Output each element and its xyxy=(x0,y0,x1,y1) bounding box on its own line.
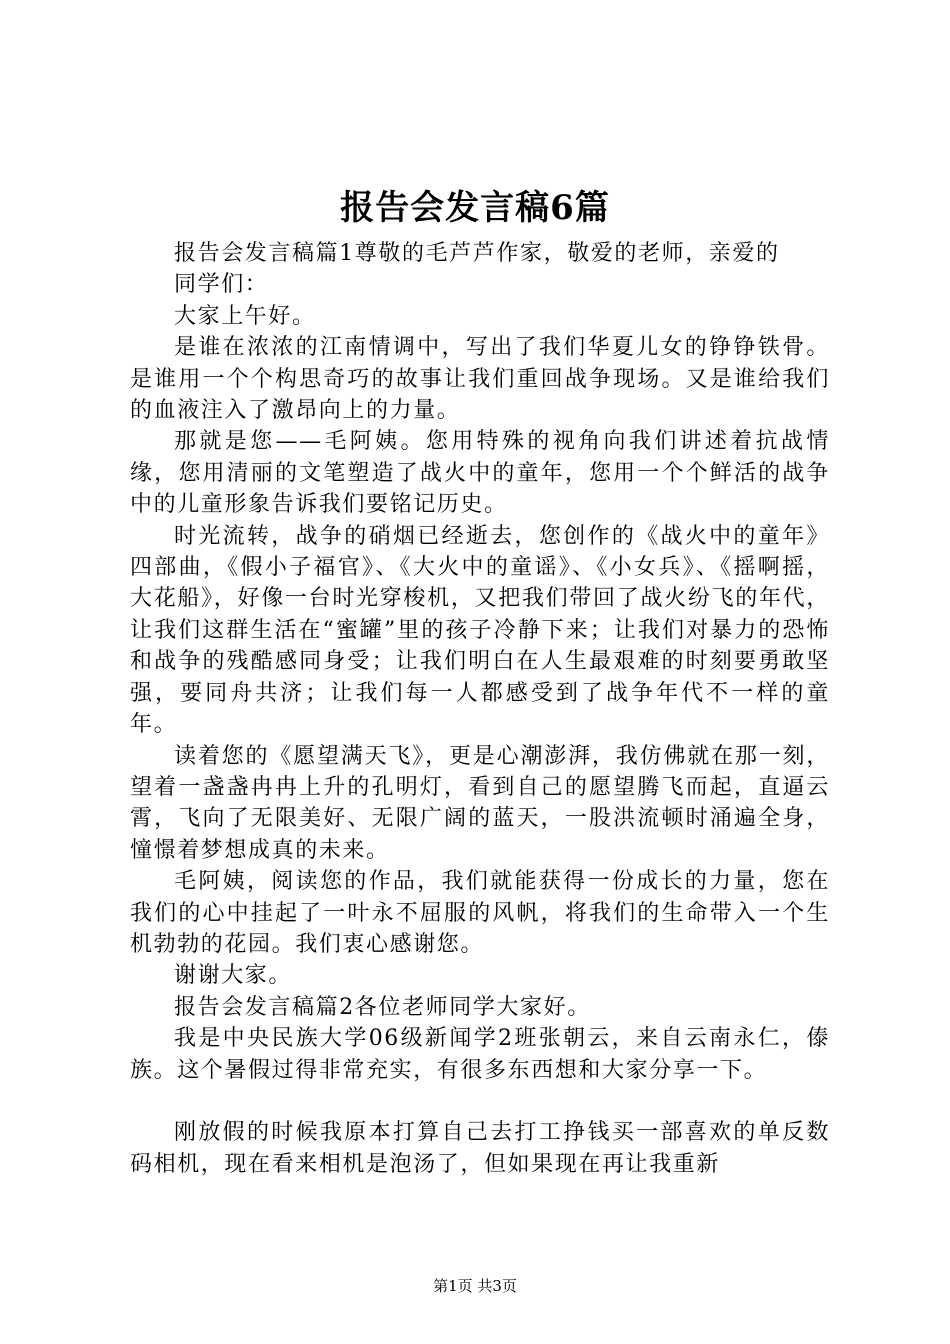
paragraph-7: 读着您的《愿望满天飞》，更是心潮澎湃，我仿佛就在那一刻，望着一盏盏冉冉上升的孔明灯，看到自己的愿望腾飞而起，直逼云霄，飞向了无限美好、无限广阔的蓝天，一股洪流顿时涌遍全身，憧憬着梦想成真的未来。 xyxy=(130,743,830,863)
document-title: 报告会发言稿6篇 xyxy=(340,188,610,228)
paragraph-5: 那就是您——毛阿姨。您用特殊的视角向我们讲述着抗战情缘，您用清丽的文笔塑造了战火中的童年，您用一个个鲜活的战争中的儿童形象告诉我们要铭记历史。 xyxy=(130,429,830,518)
paragraph-1: 报告会发言稿篇1尊敬的毛芦芦作家，敬爱的老师，亲爱的 xyxy=(174,241,780,266)
paragraph-10: 报告会发言稿篇2各位老师同学大家好。 xyxy=(174,994,591,1020)
paragraph-8: 毛阿姨，阅读您的作品，我们就能获得一份成长的力量，您在我们的心中挂起了一叶永不屈服的风帆，将我们的生命带入一个生机勃勃的花园。我们衷心感谢您。 xyxy=(130,869,830,957)
paragraph-11: 我是中央民族大学06级新闻学2班张朝云，来自云南永仁，傣族。这个暑假过得非常充实，有很多东西想和大家分享一下。 xyxy=(130,1026,830,1083)
paragraph-12: 刚放假的时候我原本打算自己去打工挣钱买一部喜欢的单反数码相机，现在看来相机是泡汤了，但如果现在再让我重新 xyxy=(130,1120,830,1177)
page-footer: 第1页 共3页 xyxy=(433,1277,517,1295)
paragraph-9: 谢谢大家。 xyxy=(174,963,293,989)
paragraph-2: 同学们： xyxy=(174,272,269,298)
paragraph-gap xyxy=(130,1086,830,1117)
paragraph-6: 时光流转，战争的硝烟已经逝去，您创作的《战火中的童年》四部曲，《假小子福官》、《大火中的童谣》、《小女兵》、《摇啊摇，大花船》，好像一台时光穿梭机，又把我们带回了战火纷飞的年代，让我们这群生活在“蜜罐”里的孩子冷静下来；让我们对暴力的恐怖和战争的残酷感同身受；让我们明白在人生最艰难的时刻要勇敢坚强，要同舟共济；让我们每一人都感受到了战争年代不一样的童年。 xyxy=(130,523,830,738)
paragraph-4: 是谁在浓浓的江南情调中，写出了我们华夏儿女的铮铮铁骨。是谁用一个个构思奇巧的故事让我们重回战争现场。又是谁给我们的血液注入了激昂向上的力量。 xyxy=(130,335,830,424)
document-body xyxy=(130,238,830,1180)
paragraph-3: 大家上午好。 xyxy=(174,303,316,329)
